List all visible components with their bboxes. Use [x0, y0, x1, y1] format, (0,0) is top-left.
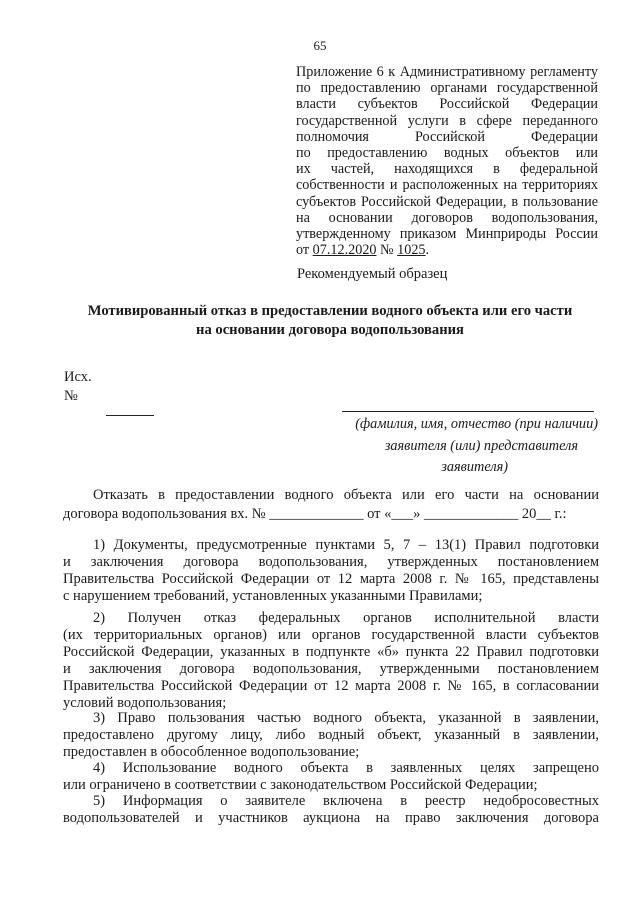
document-title-line: на основании договора водопользования: [196, 322, 464, 338]
paragraph-line: 1) Документы, предусмотренные пунктами 5, 7 – 13(1) Правил подготовки: [93, 537, 599, 553]
document-title: [60, 302, 600, 340]
page-number: 65: [313, 38, 327, 53]
reason-5: [63, 793, 599, 827]
reason-2: [63, 610, 599, 712]
paragraph-line: 2) Получен отказ федеральных органов исполнительной власти: [93, 610, 599, 626]
annex-end: .: [425, 242, 430, 259]
paragraph-line: и заключения договора водопользования, утвержденных постановлением: [63, 554, 599, 570]
annex-header: [296, 64, 598, 258]
annex-line: по предоставлению водных объектов или: [296, 145, 598, 162]
annex-line: собственности и расположенных на территориях: [296, 177, 598, 194]
reason-3: [63, 710, 599, 761]
annex-date-line: [296, 242, 598, 258]
annex-line: Приложение 6 к Административному регламенту: [296, 64, 598, 80]
annex-number: 1025: [397, 242, 426, 259]
paragraph-line: и заключения договора водопользования, утвержденными постановлением: [63, 661, 599, 677]
applicant-caption-line: заявителя (или) представителя: [384, 437, 578, 454]
paragraph-line: с нарушением требований, установленных указанными Правилами;: [63, 588, 483, 604]
paragraph-line: 3) Право пользования частью водного объекта, указанной в заявлении,: [93, 710, 599, 726]
number-blank-line: [106, 415, 154, 416]
outgoing-ref-label: Исх.: [64, 369, 92, 385]
annex-line: их частей, находящихся в федеральной: [296, 161, 598, 178]
refusal-paragraph: [63, 486, 599, 524]
reason-1: [63, 537, 599, 605]
annex-line: субъектов Российской Федерации, в пользование: [296, 193, 598, 210]
paragraph-line: 4) Использование водного объекта в заявленных целях запрещено: [93, 760, 599, 776]
annex-line: по предоставлению органами государственной: [296, 80, 598, 97]
paragraph-line: предоставлен в обособленное водопользование;: [63, 744, 360, 760]
applicant-caption: [330, 414, 598, 479]
paragraph-line: Правительства Российской Федерации от 12 марта 2008 г. № 165, в согласовании: [63, 678, 599, 694]
paragraph-line: условий водопользования;: [63, 695, 227, 711]
annex-line: полномочия Российской Федерации: [296, 128, 598, 145]
annex-line: утвержденному приказом Минприроды России: [296, 226, 598, 243]
paragraph-line: водопользователей и участников аукциона на право заключения договора: [63, 810, 599, 826]
paragraph-line: или ограничено в соответствии с законодательством Российской Федерации;: [63, 777, 538, 793]
applicant-caption-line: (фамилия, имя, отчество (при наличии): [355, 416, 598, 432]
paragraph-line: Правительства Российской Федерации от 12 марта 2008 г. № 165, представлены: [63, 571, 599, 587]
recommended-sample-label: Рекомендуемый образец: [297, 266, 448, 282]
annex-no-sign: №: [376, 242, 398, 259]
annex-line: государственной услуги в сфере переданного: [296, 112, 598, 129]
reason-4: [63, 760, 599, 794]
annex-date: 07.12.2020: [312, 242, 377, 259]
paragraph-line: договора водопользования вх. № _____________ от «___» _____________ 20__ г.:: [63, 506, 567, 522]
paragraph-line: 5) Информация о заявителе включена в реестр недобросовестных: [93, 793, 599, 809]
paragraph-line: предоставлено другому лицу, либо водный объект, указанный в заявлении,: [63, 727, 599, 743]
annex-date-prefix: от: [296, 242, 313, 259]
paragraph-line: Отказать в предоставлении водного объекта или его части на основании: [93, 487, 599, 503]
applicant-caption-line: заявителя): [441, 459, 508, 475]
paragraph-line: Российской Федерации, указанных в подпункте «б» пункта 22 Правил подготовки: [63, 644, 599, 660]
paragraph-line: (их территориальных органов) или органов государственной власти субъектов: [63, 627, 599, 643]
document-title-line: Мотивированный отказ в предоставлении водного объекта или его части: [87, 303, 573, 319]
annex-line: власти субъектов Российской Федерации: [296, 96, 598, 113]
annex-line: на основании договоров водопользования,: [296, 209, 598, 226]
outgoing-number-label: №: [64, 388, 78, 404]
applicant-blank-line: [342, 411, 594, 412]
